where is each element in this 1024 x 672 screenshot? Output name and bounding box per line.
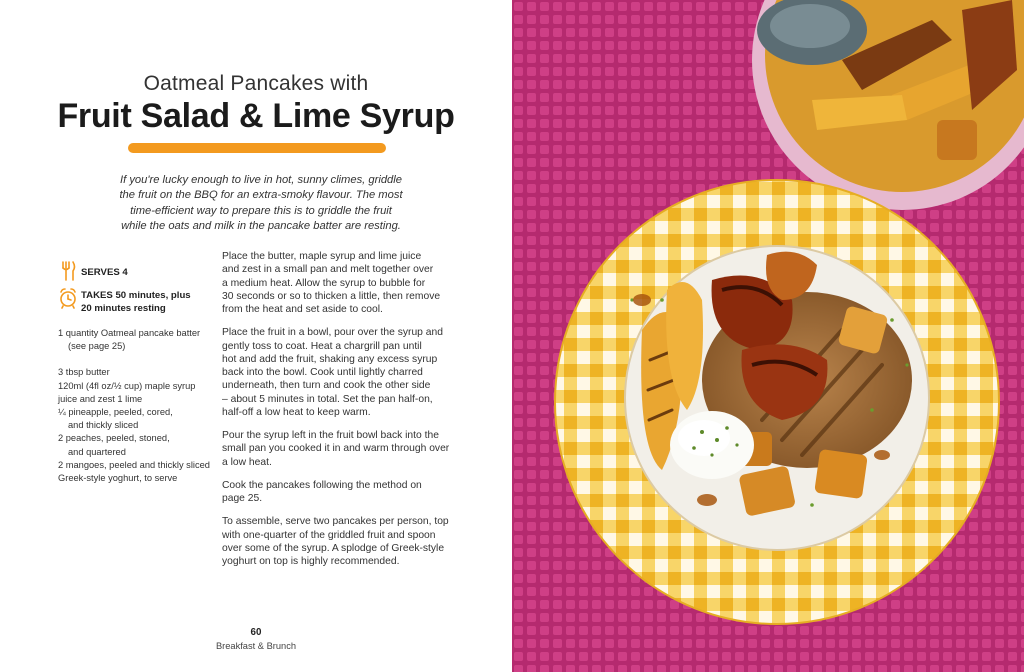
page-number: 60: [250, 627, 262, 638]
intro-line: while the oats and milk in the pancake batter are resting.: [121, 219, 401, 232]
method-line: underneath, then turn and cook the other side: [222, 380, 431, 392]
method-line: from the heat and set aside to cool.: [222, 304, 383, 316]
ingredient-item: ¼ pineapple, peeled, cored,: [58, 407, 173, 418]
takes-info: [58, 287, 191, 315]
recipe-title: Fruit Salad & Lime Syrup: [57, 97, 455, 135]
method-line: Pour the syrup left in the fruit bowl back into the: [222, 430, 439, 442]
intro-line: If you're lucky enough to live in hot, sunny climes, griddle: [120, 174, 402, 186]
serves-info: [58, 260, 128, 282]
method-line: – about 5 minutes in total. Set the pan half-on,: [222, 393, 433, 405]
ingredient-item: and thickly sliced: [68, 420, 139, 431]
method-line: 30 seconds or so to thicken a little, then remove: [222, 290, 441, 302]
method-paragraph: [222, 515, 454, 568]
ingredients-list: [58, 327, 218, 498]
takes-line: TAKES 50 minutes, plus: [81, 290, 191, 301]
intro-line: time-efficient way to prepare this is to griddle the fruit: [130, 204, 392, 217]
ingredient-item: (see page 25): [68, 341, 126, 352]
ingredient-item: 120ml (4fl oz/½ cup) maple syrup: [58, 380, 196, 391]
method-line: back into the bowl. Cook until lightly charred: [222, 367, 423, 379]
alarm-clock-icon: [58, 287, 78, 309]
method-line: small pan you cooked it in and warm through over: [222, 443, 450, 455]
method-paragraph: [222, 326, 454, 419]
plate-image: [555, 180, 999, 624]
ingredient-group: [58, 366, 218, 485]
ingredient-item: and quartered: [68, 446, 126, 457]
method-line: Cook the pancakes following the method on: [222, 479, 422, 491]
takes-text: [81, 287, 191, 315]
ingredient-group: [58, 327, 218, 353]
method-line: yoghurt on top is highly recommended.: [222, 556, 400, 568]
recipe-intro: [116, 173, 406, 234]
ingredient-item: 2 peaches, peeled, stoned,: [58, 433, 170, 444]
method-line: To assemble, serve two pancakes per person, top: [222, 516, 449, 528]
ingredient-item: 3 tbsp butter: [58, 367, 110, 378]
title-underline: [128, 143, 386, 153]
ingredient-item: Greek-style yoghurt, to serve: [58, 473, 178, 484]
method-line: gently toss to coat. Heat a chargrill pan until: [222, 340, 422, 352]
serves-text: SERVES 4: [81, 266, 128, 278]
fork-knife-icon: [58, 260, 78, 282]
intro-line: the fruit on the BBQ for an extra-smoky flavour. The most: [119, 189, 403, 202]
method-line: Place the fruit in a bowl, pour over the syrup and: [222, 327, 443, 339]
method-line: half-off a low heat to keep warm.: [222, 407, 371, 419]
method-line: over some of the syrup. A splodge of Greek-style: [222, 542, 445, 554]
recipe-photo: [512, 0, 1024, 672]
method-line: page 25.: [222, 493, 263, 505]
method-line: Place the butter, maple syrup and lime juice: [222, 251, 422, 262]
method-paragraph: [222, 250, 454, 316]
section-name: Breakfast & Brunch: [215, 641, 297, 651]
method-steps: [222, 250, 454, 578]
method-line: hot and add the fruit, shaking any excess syrup: [222, 353, 438, 365]
ingredient-item: 1 quantity Oatmeal pancake batter: [58, 328, 201, 338]
method-line: and zest in a small pan and melt together over: [222, 264, 434, 276]
method-line: with one-quarter of the griddled fruit and spoon: [222, 529, 436, 541]
method-line: a low heat.: [222, 456, 272, 468]
method-paragraph: [222, 479, 454, 506]
takes-line: 20 minutes resting: [81, 303, 166, 314]
method-paragraph: [222, 429, 454, 469]
ingredient-item: 2 mangoes, peeled and thickly sliced: [58, 459, 210, 470]
ingredient-item: juice and zest 1 lime: [58, 393, 143, 404]
method-line: a medium heat. Allow the syrup to bubble for: [222, 277, 426, 289]
recipe-subtitle: Oatmeal Pancakes with: [143, 72, 369, 95]
